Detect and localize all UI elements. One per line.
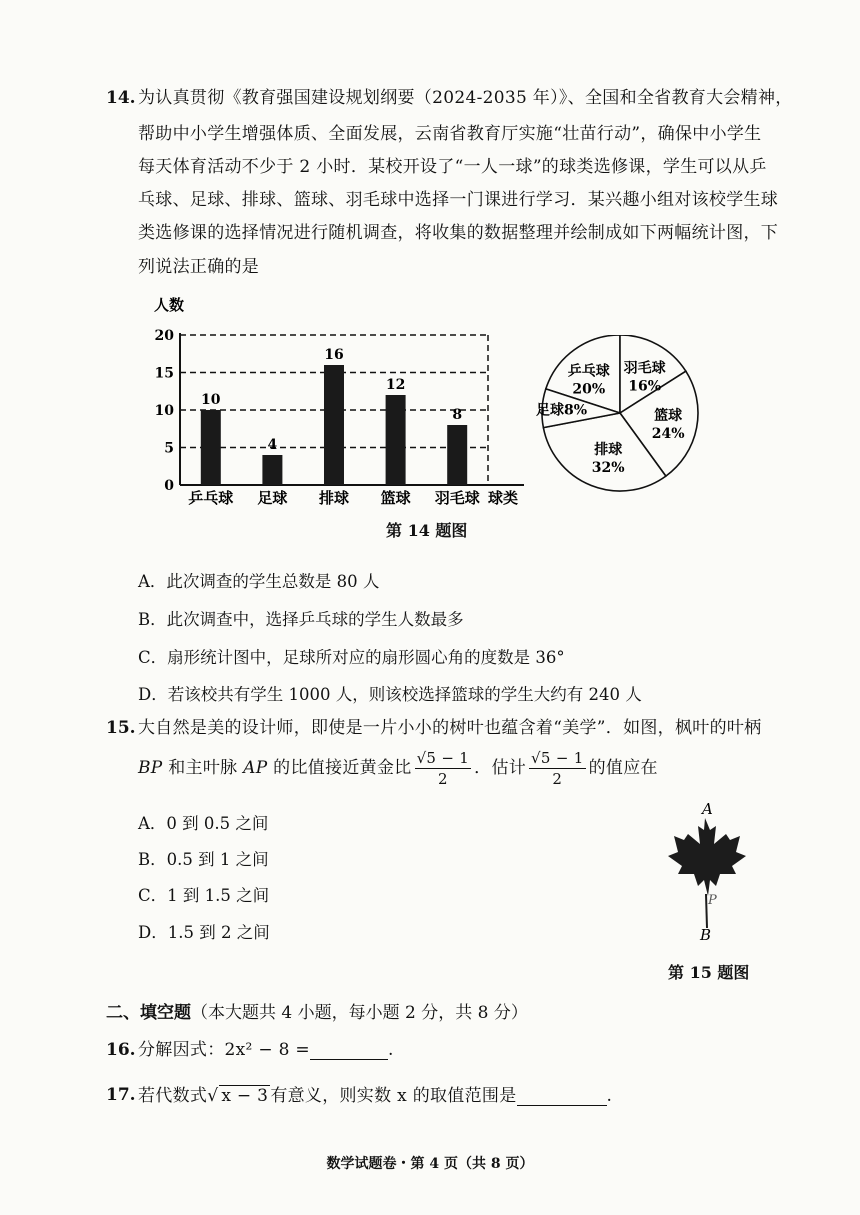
q14-figure-caption: 第 14 题图 <box>386 521 468 540</box>
question-17-number: 17. <box>106 1085 136 1105</box>
bar-value-label: 12 <box>385 377 406 393</box>
y-tick-label: 20 <box>154 328 174 344</box>
bar-value-label: 8 <box>452 407 463 423</box>
point-b-label: B <box>700 926 712 944</box>
bar-value-label: 4 <box>267 437 278 453</box>
q14-option-a: A．此次调查的学生总数是 80 人 <box>138 572 380 591</box>
q14-line-6: 列说法正确的是 <box>138 257 260 277</box>
maple-leaf-icon <box>668 818 746 896</box>
q16-text: 分解因式：2x² − 8 = . <box>138 1040 394 1060</box>
q14-option-d: D．若该校共有学生 1000 人，则该校选择篮球的学生大约有 240 人 <box>138 685 642 704</box>
radical: x − 3 <box>221 1086 269 1106</box>
pie-label: 篮球 <box>654 408 683 425</box>
maple-leaf-figure <box>660 800 755 945</box>
pie-percent-label: 24% <box>651 426 685 443</box>
q15-option-d: D．1.5 到 2 之间 <box>138 923 270 942</box>
pie-label: 足球8% <box>535 402 588 419</box>
q14-line-4: 乓球、足球、排球、篮球、羽毛球中选择一门课进行学习．某兴趣小组对该校学生球 <box>138 190 779 210</box>
bar <box>386 395 406 485</box>
bar <box>262 455 282 485</box>
page-footer: 数学试题卷・第 4 页（共 8 页） <box>326 1156 534 1172</box>
segment-bp: BP <box>138 758 163 778</box>
section-2-heading: 二、填空题（本大题共 4 小题，每小题 2 分，共 8 分） <box>106 1003 528 1023</box>
point-p-label: P <box>708 893 717 908</box>
pie-chart <box>530 335 710 495</box>
q14-line-2: 帮助中小学生增强体质、全面发展，云南省教育厅实施“壮苗行动”，确保中小学生 <box>138 124 762 144</box>
bar-value-label: 10 <box>201 392 221 408</box>
q15-option-a: A．0 到 0.5 之间 <box>138 814 269 833</box>
pie-percent-label: 16% <box>628 378 662 395</box>
bar <box>447 425 467 485</box>
q14-option-c: C．扇形统计图中，足球所对应的扇形圆心角的度数是 36° <box>138 648 565 667</box>
estimate-fraction: $\frac{√5 - 1}{2}$ <box>531 749 584 788</box>
bar-chart-xlabel: 球类 <box>488 489 519 507</box>
q14-option-b: B．此次调查中，选择乒乓球的学生人数最多 <box>138 610 464 629</box>
pie-label: 乒乓球 <box>567 363 610 380</box>
pie-label: 排球 <box>594 441 623 458</box>
x-tick-label: 排球 <box>318 489 350 507</box>
q15-option-c: C．1 到 1.5 之间 <box>138 886 270 905</box>
y-tick-label: 10 <box>154 403 174 419</box>
question-16-number: 16. <box>106 1040 136 1060</box>
bar-chart <box>140 290 540 515</box>
leaf-stem <box>706 894 707 928</box>
x-tick-label: 篮球 <box>380 489 411 507</box>
q14-line-3: 每天体育活动不少于 2 小时．某校开设了“一人一球”的球类选修课，学生可以从乒 <box>138 157 767 177</box>
q14-line-5: 类选修课的选择情况进行随机调查，将收集的数据整理并绘制成如下两幅统计图，下 <box>138 223 779 243</box>
question-15-number: 15. <box>106 718 136 738</box>
y-tick-label: 15 <box>154 365 174 382</box>
q15-option-b: B．0.5 到 1 之间 <box>138 850 269 869</box>
x-tick-label: 足球 <box>257 489 288 507</box>
bar <box>324 365 344 485</box>
point-a-label: A <box>702 800 713 818</box>
pie-percent-label: 32% <box>591 459 625 476</box>
x-tick-label: 乒乓球 <box>188 489 234 507</box>
q15-line-1: 大自然是美的设计师，即使是一片小小的树叶也蕴含着“美学”．如图，枫叶的叶柄 <box>138 718 762 738</box>
bar-value-label: 16 <box>324 347 344 363</box>
q17-text: 若代数式√ x − 3 有意义，则实数 x 的取值范围是 . <box>138 1086 613 1106</box>
bar <box>201 410 221 485</box>
q15-figure-caption: 第 15 题图 <box>668 963 750 982</box>
bar-chart-ylabel: 人数 <box>154 296 185 314</box>
question-14-number: 14. <box>106 88 136 108</box>
q14-line-1: 为认真贯彻《教育强国建设规划纲要（2024-2035 年）》、全国和全省教育大会精神， <box>138 88 793 108</box>
pie-percent-label: 20% <box>572 381 606 398</box>
y-tick-label: 0 <box>164 478 174 494</box>
golden-ratio-fraction: $\frac{√5 - 1}{2}$ <box>416 749 470 788</box>
q17-answer-blank[interactable] <box>517 1087 607 1106</box>
q15-line-2: BP 和主叶脉 AP 的比值接近黄金比 $\frac{√5 - 1}{2}$ ．估计 $\frac{√5 - 1}{2}$ 的值应在 <box>138 749 658 788</box>
segment-ap: AP <box>243 758 268 778</box>
y-tick-label: 5 <box>164 440 174 457</box>
pie-label: 羽毛球 <box>623 360 666 377</box>
x-tick-label: 羽毛球 <box>434 489 480 507</box>
q16-answer-blank[interactable] <box>310 1041 388 1060</box>
